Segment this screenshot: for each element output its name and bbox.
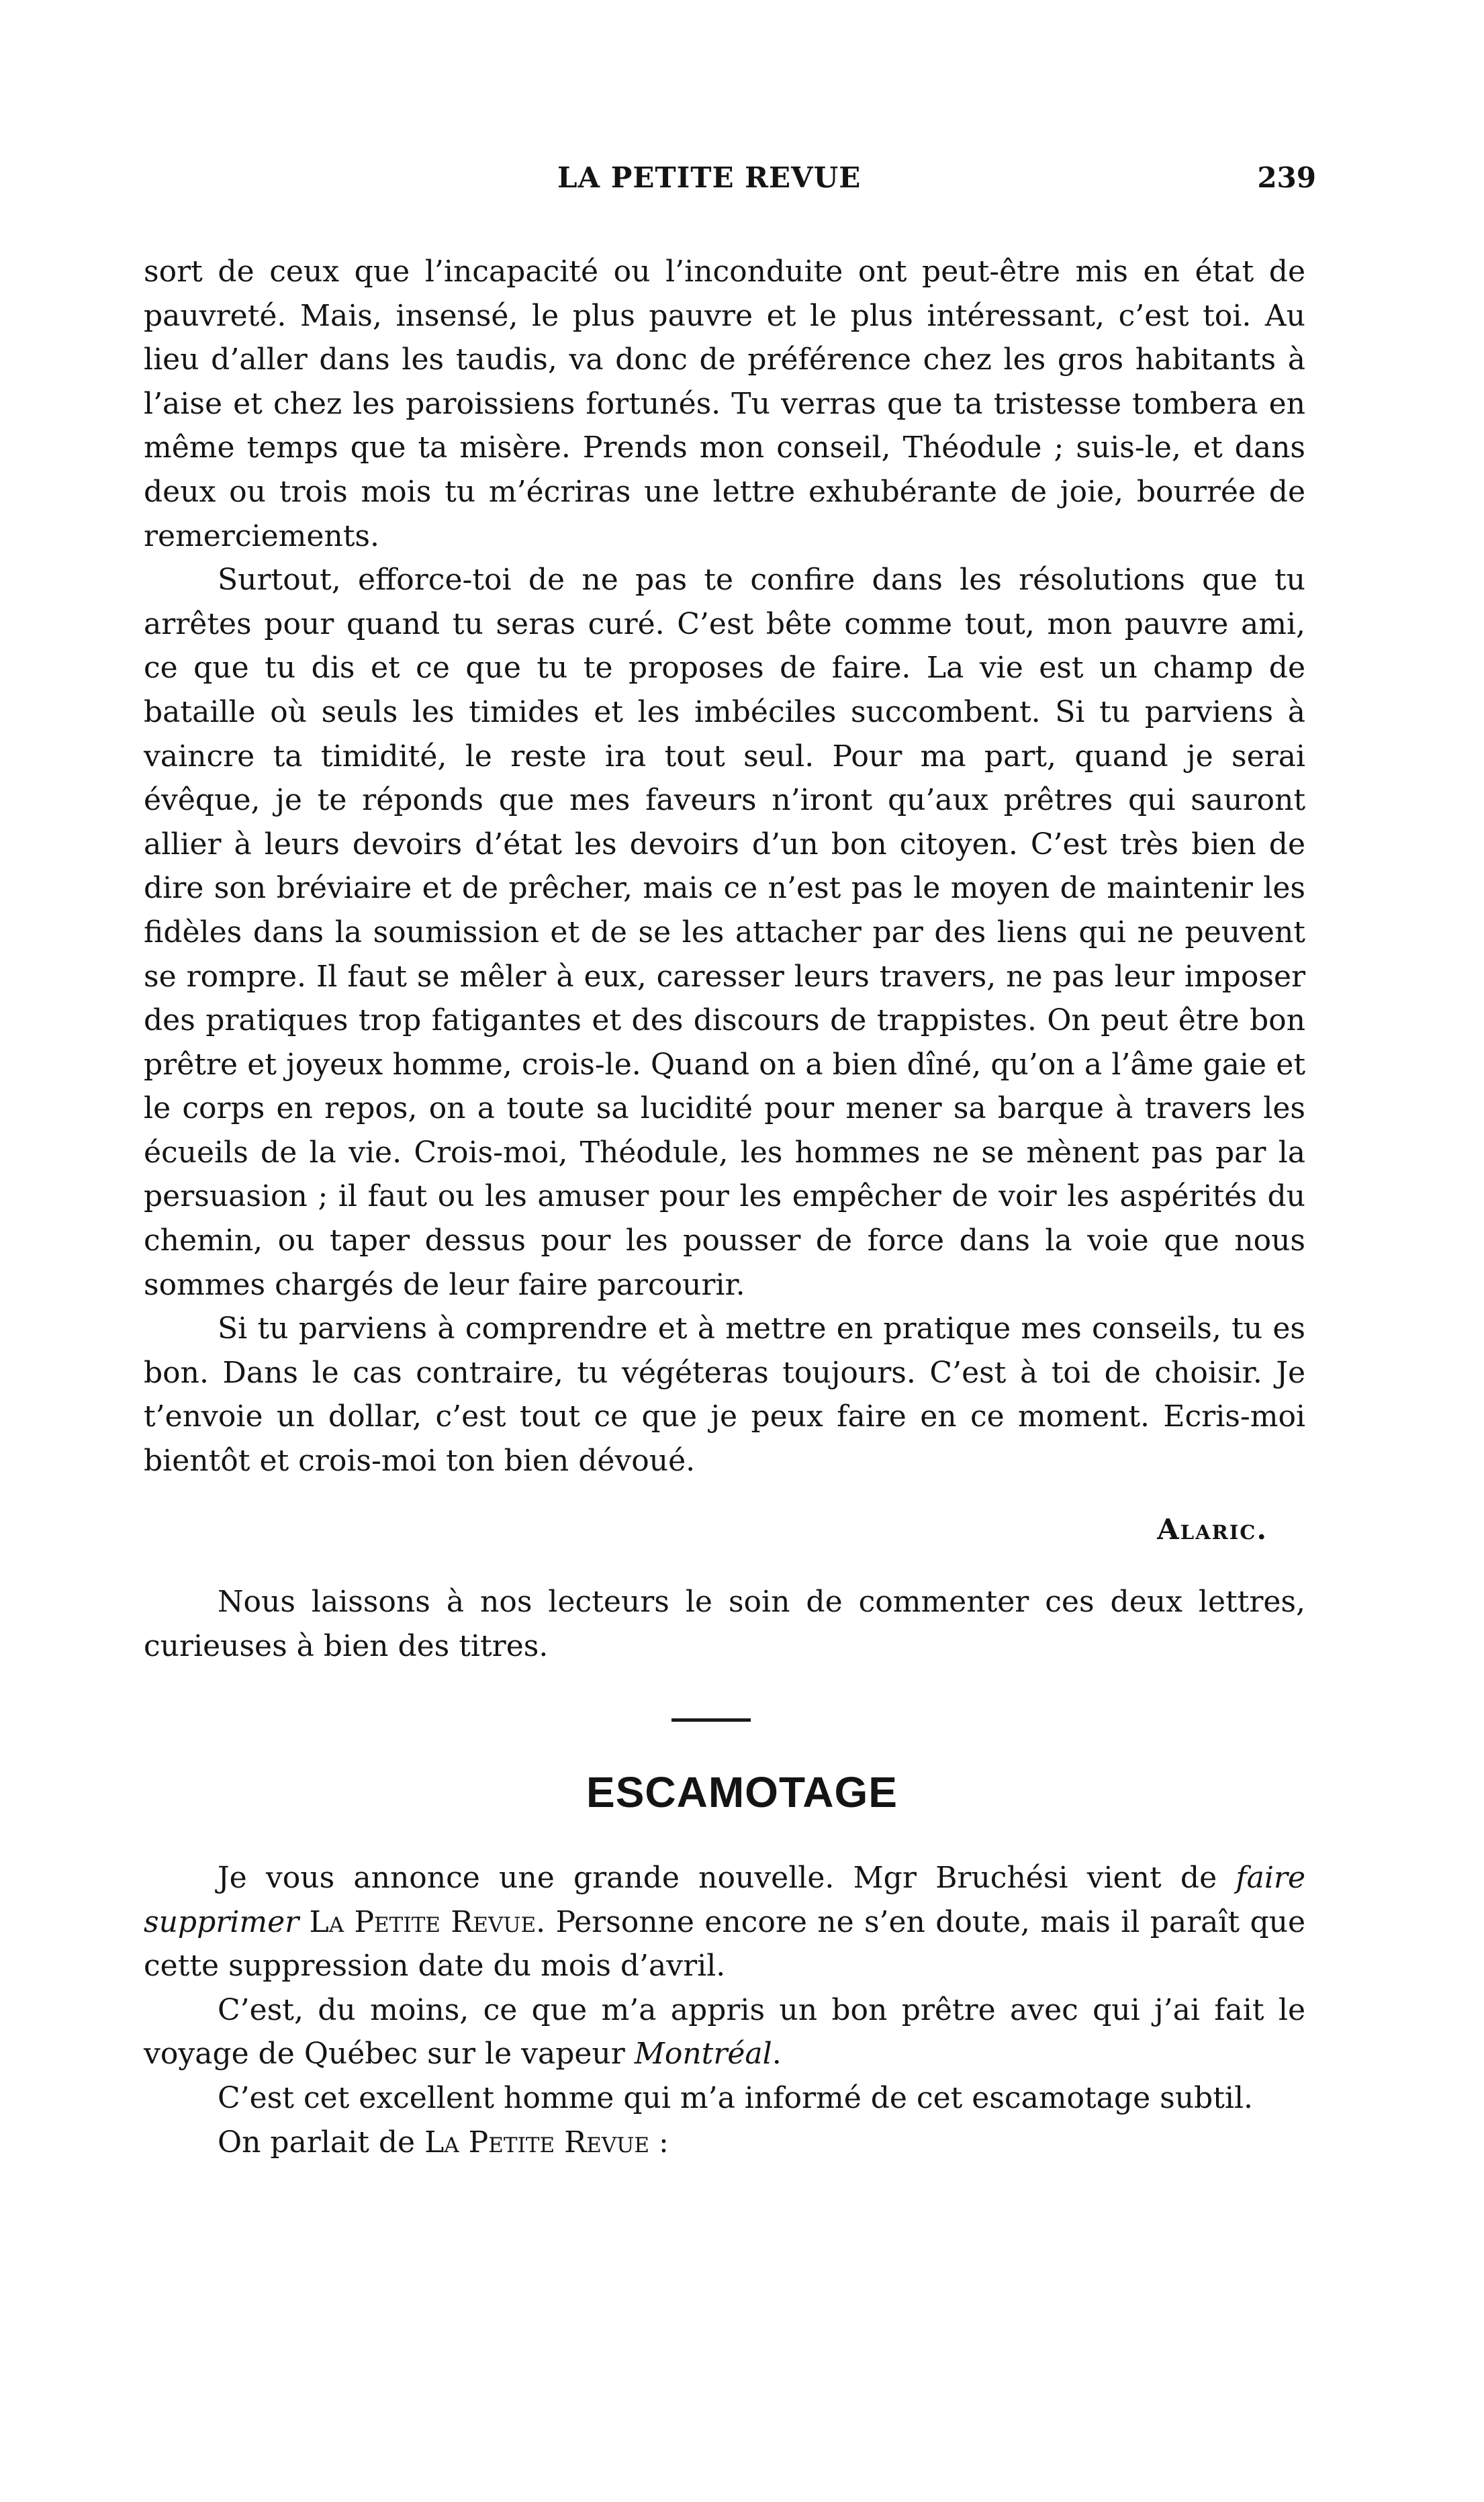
p2-text-c: .: [772, 2037, 782, 2072]
p1-space: [299, 1905, 309, 1939]
editor-note: [144, 1580, 1305, 1668]
section-divider: [671, 1718, 751, 1722]
letter-body: [144, 250, 1305, 1483]
article-paragraph-1: [144, 1856, 1305, 1988]
editor-note-paragraph: Nous laissons à nos lecteurs le soin de commenter ces deux lettres, curieuses à bien des titres.: [144, 1585, 1305, 1663]
page-header: [557, 161, 1316, 201]
article-paragraph-3: C’est cet excellent homme qui m’a informé de cet escamotage subtil.: [218, 2080, 1254, 2115]
p1-journal-name: La Petite Revue: [309, 1904, 537, 1939]
letter-paragraph-2: Surtout, efforce-toi de ne pas te confire dans les résolutions que tu arrêtes pour quand tu seras curé. C’est bête comme tout, mon pauvre ami, ce que tu dis et ce que tu te proposes de faire. La vie est un champ de bataille où seuls les timides et les imbéciles succombent. Si tu parviens à vaincre ta timidité, le reste ira tout seul. Pour ma part, quand je serai évêque, je te réponds que mes faveurs n’iront qu’aux prêtres qui sauront allier à leurs devoirs d’état les devoirs d’un bon citoyen. C’est très bien de dire son bréviaire et de prêcher, mais ce n’est pas le moyen de maintenir les fidèles dans la soumission et de se les attacher par des liens qui ne peuvent se rompre. Il faut se mêler à eux, caresser leurs travers, ne pas leur imposer des pratiques trop fatigantes et des discours de trappistes. On peut être bon prêtre et joyeux homme, crois-le. Quand on a bien dîné, qu’on a l’âme gaie et le corps en repos, on a toute sa lucidité pour mener sa barque à travers les écueils de la vie. Crois-moi, Théodule, les hommes ne se mènent pas par la persuasion ; il faut ou les amuser pour les empêcher de voir les aspérités du chemin, ou taper dessus pour les pousser de force dans la voie que nous sommes chargés de leur faire parcourir.: [144, 563, 1305, 1302]
article-title: ESCAMOTAGE: [586, 1768, 898, 1816]
p4-text-c: :: [649, 2125, 669, 2160]
article-body: [144, 1856, 1305, 2164]
p4-text-a: On parlait de: [218, 2125, 425, 2160]
letter-paragraph-3: Si tu parviens à comprendre et à mettre en pratique mes conseils, tu es bon. Dans le cas contraire, tu végéteras toujours. C’est à toi de choisir. Je t’envoie un dollar, c’est tout ce que je peux faire en ce moment. Ecris-moi bientôt et crois-moi ton bien dévoué.: [144, 1311, 1305, 1479]
letter-signature: Alaric.: [1157, 1513, 1268, 1546]
running-title: LA PETITE REVUE: [557, 161, 862, 194]
p4-journal-name: La Petite Revue: [424, 2125, 650, 2160]
p1-text-a: Je vous annonce une grande nouvelle. Mgr Bruchési vient de: [218, 1861, 1236, 1895]
letter-paragraph-1: sort de ceux que l’incapacité ou l’inconduite ont peut-être mis en état de pauvreté. Mais, insensé, le plus pauvre et le plus intéressant, c’est toi. Au lieu d’aller dans les taudis, va donc de préférence chez les gros habitants à l’aise et chez les paroissiens fortunés. Tu verras que ta tristesse tombera en même temps que ta misère. Prends mon conseil, Théodule ; suis-le, et dans deux ou trois mois tu m’écriras une lettre exhubérante de joie, bourrée de remerciements.: [144, 254, 1305, 553]
p1-text-e: . Personne encore ne s’en doute, mais il paraît que cette suppression date du mois d’avril.: [144, 1904, 1305, 1984]
article-paragraph-4: [144, 2121, 1305, 2165]
p2-text-a: C’est, du moins, ce que m’a appris un bon prêtre avec qui j’ai fait le voyage de Québec sur le vapeur: [144, 1992, 1305, 2072]
p2-ship-name: Montréal: [634, 2037, 772, 2072]
page-number: 239: [1257, 161, 1316, 194]
article-paragraph-2: [144, 1988, 1305, 2076]
p1-italic: faire supprimer: [144, 1861, 1305, 1939]
